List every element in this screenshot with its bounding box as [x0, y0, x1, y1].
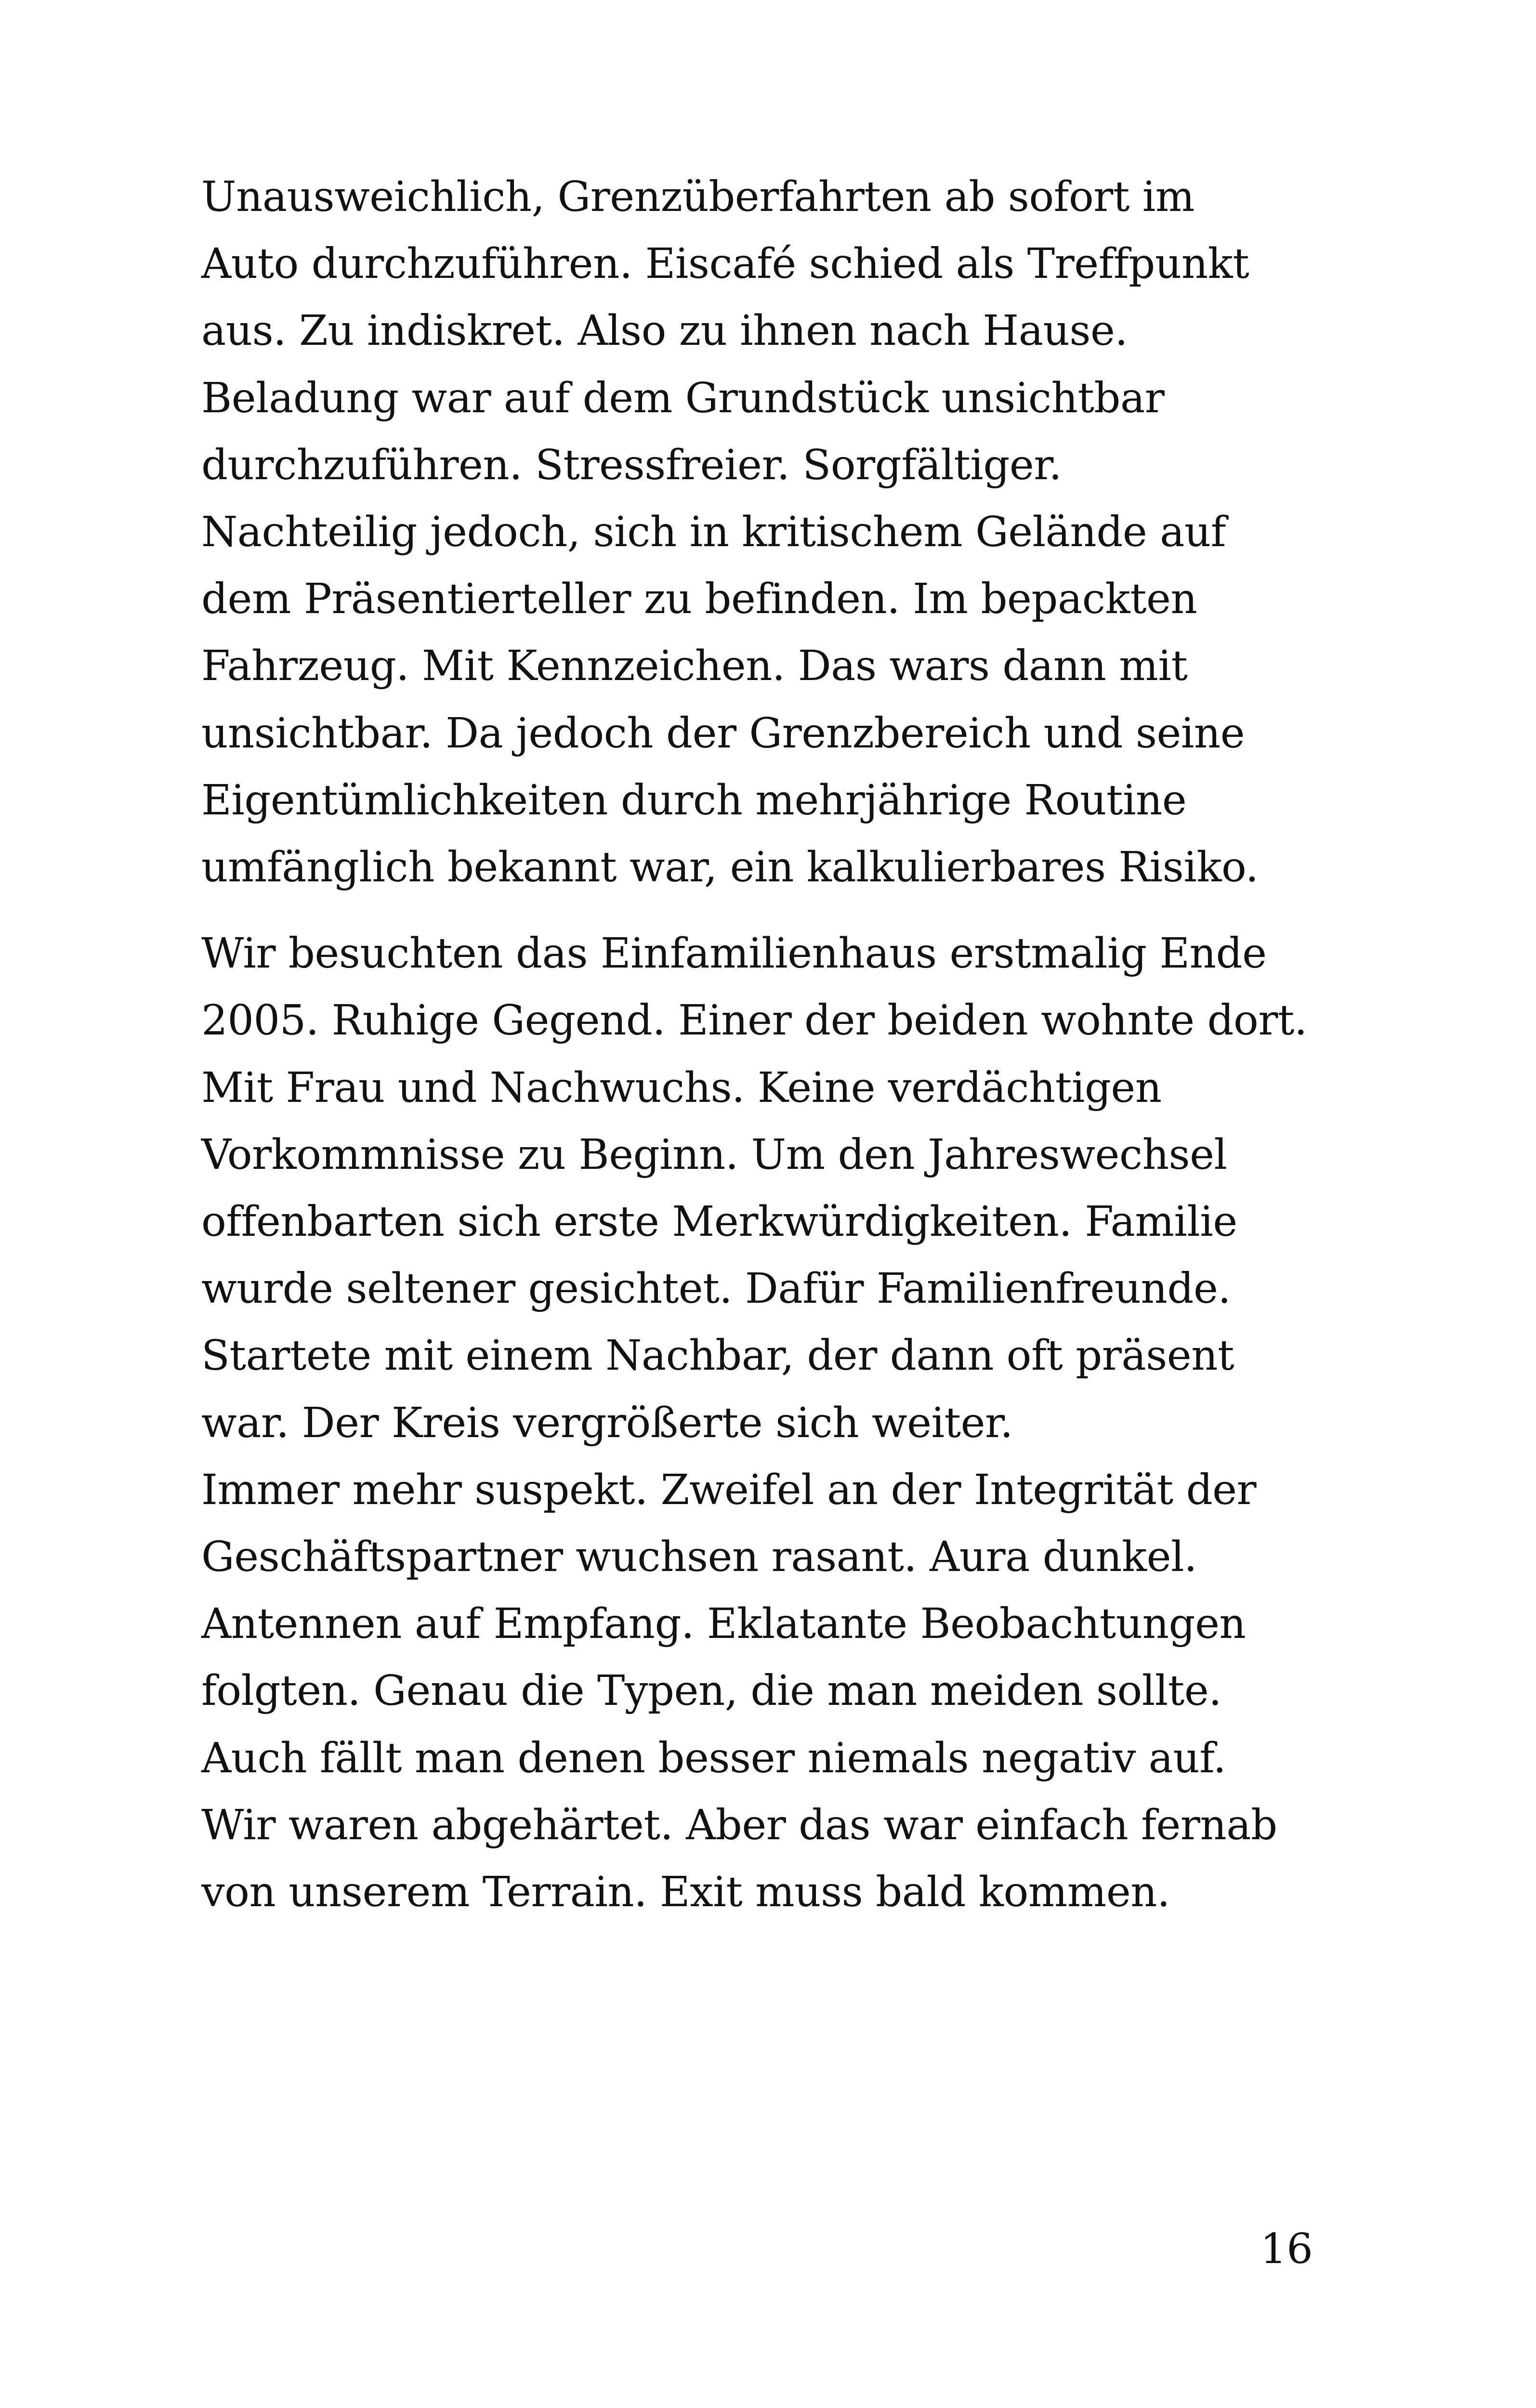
text-line: Wir waren abgehärtet. Aber das war einfach fernab: [201, 1801, 1277, 1849]
text-line: aus. Zu indiskret. Also zu ihnen nach Hause.: [201, 307, 1128, 355]
text-line: dem Präsentierteller zu befinden. Im bepackten: [201, 575, 1197, 624]
text-line: Antennen auf Empfang. Eklatante Beobachtungen: [201, 1600, 1246, 1649]
text-line: Unausweichlich, Grenzüberfahrten ab sofort im: [201, 173, 1195, 221]
text-line: Beladung war auf dem Grundstück unsichtbar: [201, 374, 1165, 422]
text-line: Fahrzeug. Mit Kennzeichen. Das wars dann mit: [201, 642, 1188, 691]
text-line: durchzuführen. Stressfreier. Sorgfältiger.: [201, 441, 1062, 489]
text-line: Eigentümlichkeiten durch mehrjährige Routine: [201, 776, 1187, 824]
text-line: umfänglich bekannt war, ein kalkulierbares Risiko.: [201, 843, 1259, 892]
body-text: [201, 164, 1377, 1926]
text-line: unsichtbar. Da jedoch der Grenzbereich und seine: [201, 709, 1245, 758]
text-line: Immer mehr suspekt. Zweifel an der Integrität der: [201, 1466, 1257, 1514]
text-line: war. Der Kreis vergrößerte sich weiter.: [201, 1399, 1013, 1447]
text-line: Wir besuchten das Einfamilienhaus erstmalig Ende: [201, 929, 1267, 978]
text-line: 2005. Ruhige Gegend. Einer der beiden wohnte dort.: [201, 996, 1307, 1045]
text-line: offenbarten sich erste Merkwürdigkeiten. Familie: [201, 1198, 1237, 1246]
text-line: Startete mit einem Nachbar, der dann oft präsent: [201, 1332, 1234, 1380]
text-line: wurde seltener gesichtet. Dafür Familienfreunde.: [201, 1265, 1231, 1313]
text-line: Mit Frau und Nachwuchs. Keine verdächtigen: [201, 1063, 1162, 1112]
paragraph-1: [201, 164, 1377, 901]
paragraph-2: [201, 920, 1377, 1926]
page-number: 16: [1260, 2225, 1313, 2273]
text-line: Vorkommnisse zu Beginn. Um den Jahreswechsel: [201, 1130, 1227, 1179]
text-line: Nachteilig jedoch, sich in kritischem Gelände auf: [201, 508, 1226, 557]
text-line: von unserem Terrain. Exit muss bald kommen.: [201, 1868, 1170, 1917]
text-line: Auto durchzuführen. Eiscafé schied als Treffpunkt: [201, 240, 1249, 288]
text-line: folgten. Genau die Typen, die man meiden sollte.: [201, 1667, 1222, 1715]
text-line: Auch fällt man denen besser niemals negativ auf.: [201, 1734, 1226, 1782]
text-line: Geschäftspartner wuchsen rasant. Aura dunkel.: [201, 1533, 1197, 1582]
